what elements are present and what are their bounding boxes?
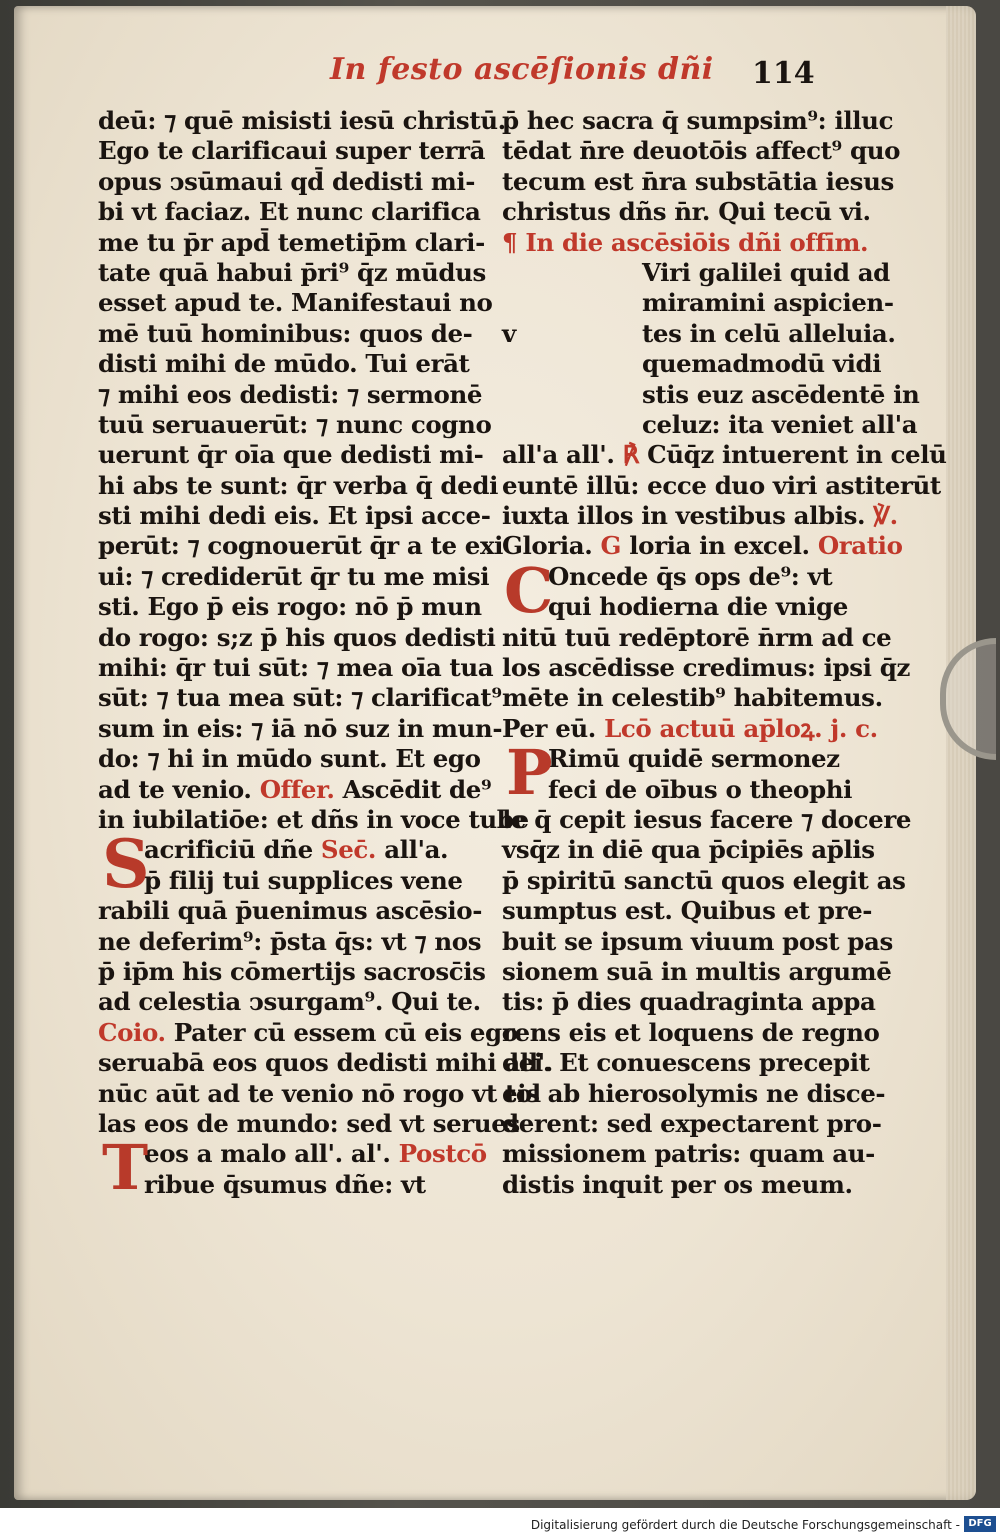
text-line: rens eis et loquens de regno	[502, 1017, 880, 1047]
initial-g: G	[600, 531, 622, 561]
text-line: nūc aūt ad te venio nō rogo vt tol	[98, 1078, 541, 1108]
text-line: esset apud te. Manifestaui no	[98, 288, 493, 318]
funding-credit: Digitalisierung gefördert durch die Deutsche Forschungsgemeinschaft -	[530, 1518, 960, 1532]
text-line	[502, 714, 882, 744]
text-fragment: Cūq̄z intuerent in celū	[647, 440, 947, 470]
initial-t: T	[102, 1131, 148, 1205]
initial-p: P	[506, 736, 553, 810]
text-line: ad celestia ↄsurgam⁹. Qui te.	[98, 987, 481, 1017]
text-line	[98, 1017, 518, 1048]
text-line	[98, 774, 492, 805]
text-line: sūt: ⁊ tua mea sūt: ⁊ clarificat⁹	[98, 683, 502, 713]
dfg-logo: DFG	[964, 1516, 996, 1532]
text-line: bi vt faciaz. Et nunc clarifica	[98, 197, 481, 227]
text-line: tate quā habui p̄ri⁹ q̄z mūdus	[98, 257, 486, 287]
text-line: in iubilatiōe: et dñs in voce tube	[98, 804, 529, 834]
text-line: missionem patris: quam au-	[502, 1139, 875, 1169]
text-fragment: loria in excel.	[629, 531, 810, 561]
text-line: p̄ hec sacra q̄ sumpsim⁹: illuc	[502, 106, 894, 135]
text-line: do: ⁊ hi in mūdo sunt. Et ego	[98, 744, 481, 774]
text-fragment: eos a malo all'. al'.	[144, 1139, 391, 1169]
text-line: le q̄ cepit iesus facere ⁊ docere	[502, 804, 912, 834]
text-line: uerunt q̄r oīa que dedisti mi-	[98, 440, 484, 470]
text-line: tis: p̄ dies quadraginta appa	[502, 987, 876, 1017]
text-line: me tu p̄r apd̄ temetip̄m clari-	[98, 227, 485, 257]
versicle-mark: ℣.	[873, 501, 898, 531]
oratio-rubric: Oratio	[817, 531, 903, 561]
text-line: Viri galilei quid ad	[642, 257, 890, 287]
text-line: do rogo: s;z p̄ his quos dedisti	[98, 622, 496, 652]
folio-number: 114	[752, 56, 815, 91]
text-line: ui: ⁊ crediderūt q̄r tu me misi	[98, 561, 490, 591]
offertory-rubric: Offer.	[259, 774, 335, 804]
text-fragment: Rimū quidē sermonez	[548, 744, 840, 774]
text-line: eis ab hierosolymis ne disce-	[502, 1078, 886, 1108]
text-line: mēte in celestib⁹ habitemus.	[502, 683, 883, 713]
officium-rubric: In die ascēsiōis dñi offīm.	[525, 227, 869, 257]
text-fragment: ad te venio.	[98, 774, 252, 804]
text-line	[502, 501, 898, 531]
text-line: p̄ filij tui supplices vene	[144, 865, 463, 895]
text-line: sum in eis: ⁊ iā nō suz in mun-	[98, 713, 503, 743]
text-line	[502, 440, 947, 470]
text-line: deū: ⁊ quē misisti iesū christū.	[98, 106, 506, 135]
text-line: qui hodierna die vnige	[548, 592, 848, 622]
text-line: vsq̄z in diē qua p̄cipiēs ap̄lis	[502, 835, 875, 865]
text-line: derent: sed expectarent pro-	[502, 1108, 882, 1138]
text-fragment: iuxta illos in vestibus albis.	[502, 501, 866, 531]
text-fragment: Ascēdit de⁹	[342, 774, 492, 804]
text-line: perūt: ⁊ cognouerūt q̄r a te exi	[98, 531, 504, 561]
running-head: In festo ascēſionis dñi	[330, 52, 714, 87]
text-fragment: tes in celū alleluia.	[642, 318, 896, 348]
text-line: tuū seruauerūt: ⁊ nunc cogno	[98, 409, 492, 439]
pilcrow-mark: ¶	[502, 227, 518, 257]
text-line: las eos de mundo: sed vt serues	[98, 1108, 520, 1138]
text-line: los ascēdisse credimus: ipsi q̄z	[502, 653, 910, 683]
text-fragment: all'a.	[384, 835, 449, 865]
verse-marker: v	[502, 318, 516, 348]
text-fragment: all'a all'.	[502, 440, 615, 470]
text-line: nitū tuū redēptorē n̄rm ad ce	[502, 622, 892, 652]
text-line: feci de oībus o theophi	[548, 774, 853, 804]
text-line: rabili quā p̄uenimus ascēsio-	[98, 896, 483, 926]
text-line: quemadmodū vidi	[642, 349, 882, 379]
text-line: sti. Ego p̄ eis rogo: nō p̄ mun	[98, 592, 482, 622]
text-line	[502, 531, 903, 561]
text-fragment: Per eū.	[502, 713, 596, 743]
text-line: celuz: ita veniet all'a	[642, 409, 918, 439]
text-fragment: Oncede q̄s ops de⁹: vt	[548, 561, 833, 591]
text-line: miramini aspicien-	[642, 288, 894, 318]
text-line: ne deferim⁹: p̄sta q̄s: vt ⁊ nos	[98, 926, 482, 956]
text-line: buit se ipsum viuum post pas	[502, 926, 893, 956]
text-fragment: acrificiū dñe	[144, 835, 313, 865]
initial-s: S	[102, 825, 150, 904]
text-line: p̄ ip̄m his cōmertijs sacrosc̄is	[98, 956, 486, 986]
response-mark: ℟	[622, 440, 640, 470]
officium-heading	[502, 228, 882, 258]
secret-rubric: Sec̄.	[320, 835, 377, 865]
text-line: ribue q̄sumus dñe: vt	[144, 1169, 426, 1199]
initial-c: C	[504, 553, 553, 627]
lectio-rubric: Lcō actuū ap̄loꝝ. j. c.	[604, 713, 878, 743]
text-line: seruabā eos quos dedisti mihi all'.	[98, 1048, 553, 1078]
right-column	[502, 106, 947, 1200]
text-fragment: Pater cū essem cū eis ego	[173, 1017, 518, 1047]
text-line: stis euz ascēdentē in	[642, 379, 920, 409]
text-line: mē tuū hominibus: quos de-	[98, 318, 473, 348]
text-line	[502, 318, 896, 349]
text-line: sti mihi dedi eis. Et ipsi acce-	[98, 501, 491, 531]
text-line: Ego te clarificaui super terrā	[98, 136, 486, 166]
text-line: mihi: q̄r tui sūt: ⁊ mea oīa tua	[98, 653, 494, 683]
text-line: distis inquit per os meum.	[502, 1169, 853, 1199]
text-line: sumptus est. Quibus et pre-	[502, 896, 873, 926]
text-line: tecum est n̄ra substātia iesus	[502, 166, 894, 196]
text-line: euntē illū: ecce duo viri astiterūt	[502, 470, 941, 500]
text-line: disti mihi de mūdo. Tui erāt	[98, 349, 470, 379]
text-line: tēdat n̄re deuotōis affect⁹ quo	[502, 136, 901, 166]
text-fragment: Gloria.	[502, 531, 593, 561]
text-line: christus dñs n̄r. Qui tecū vi.	[502, 197, 871, 227]
communion-rubric: Coio.	[98, 1017, 166, 1047]
text-line: hi abs te sunt: q̄r verba q̄ dedi	[98, 470, 498, 500]
text-line: opus ↄsūmaui qd̄ dedisti mi-	[98, 166, 476, 196]
text-line: ⁊ mihi eos dedisti: ⁊ sermonē	[98, 379, 483, 409]
postcommunion-rubric: Postcō	[398, 1139, 487, 1169]
text-line: p̄ spiritū sanctū quos elegit as	[502, 865, 906, 895]
text-line: dei. Et conuescens precepit	[502, 1048, 870, 1078]
text-line: sionem suā in multis argumē	[502, 956, 892, 986]
